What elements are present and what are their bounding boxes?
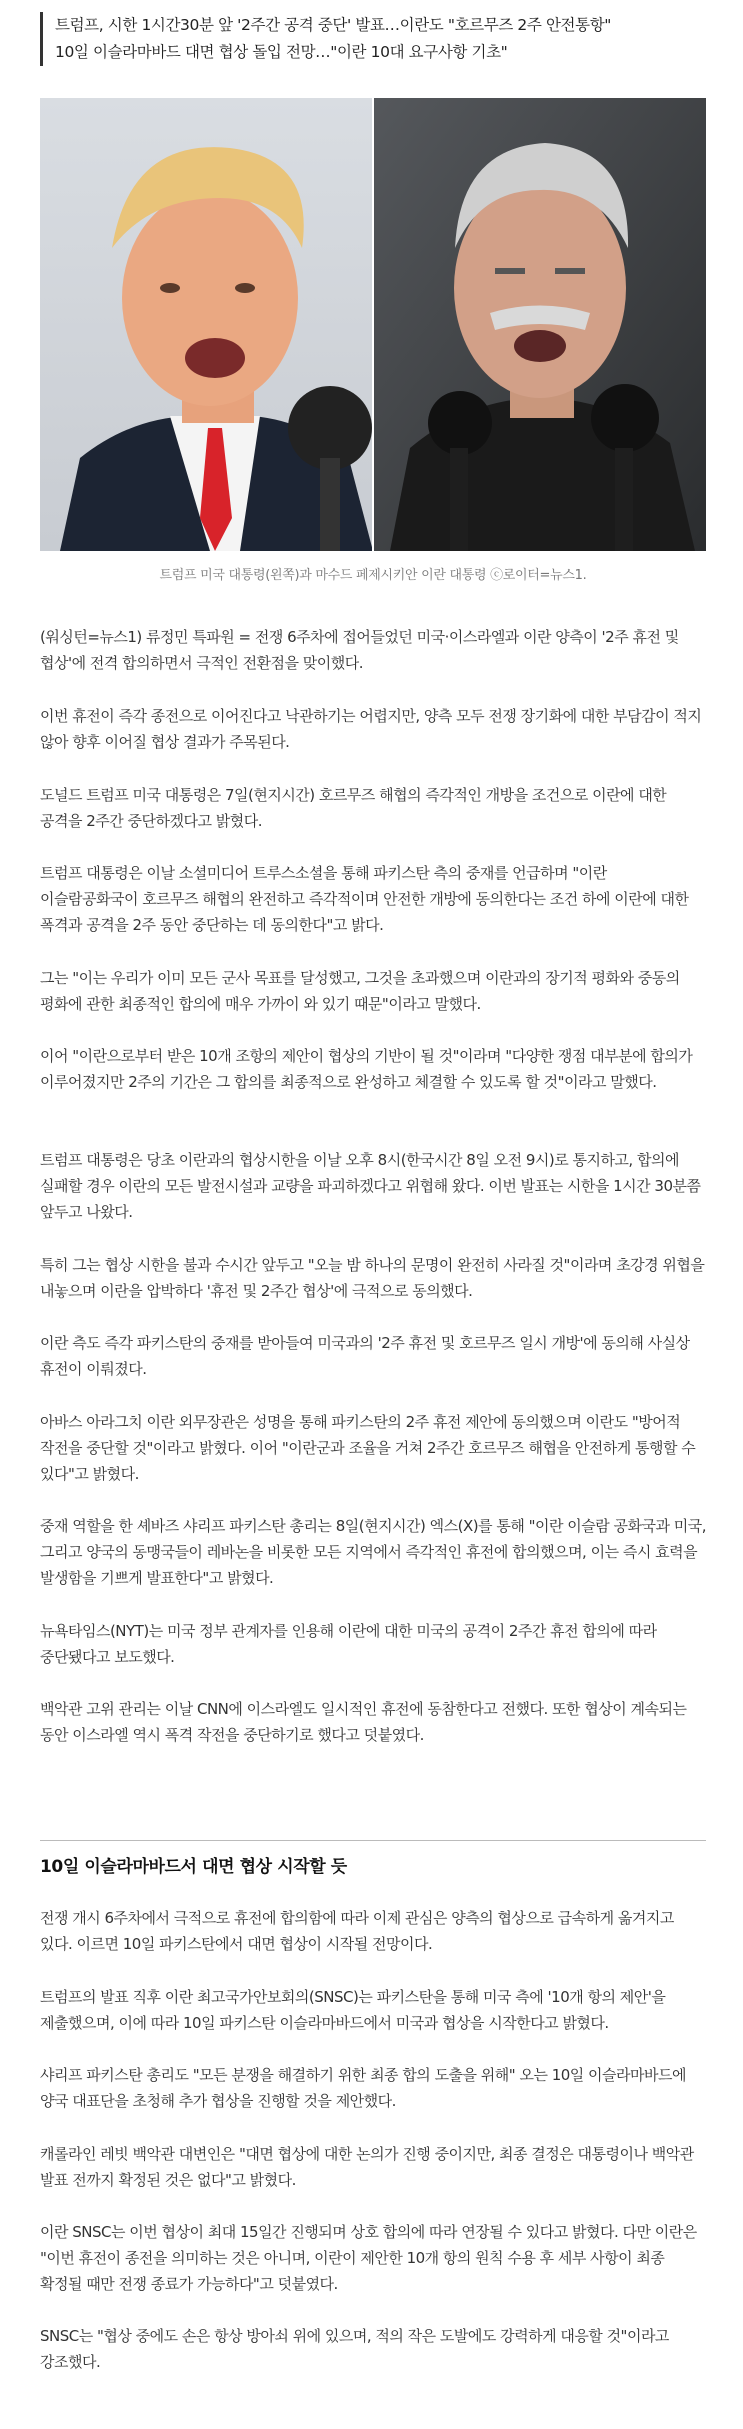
section-title: 10일 이슬라마바드서 대면 협상 시작할 듯 [40, 1857, 347, 1877]
paragraph: 트럼프 대통령은 당초 이란과의 협상시한을 이날 오후 8시(한국시간 8일 오전 9시)로 통지하고, 합의에 실패할 경우 이란의 모든 발전시설과 교량을 파괴하겠다고 위협해 왔다. 이번 발표는 시한을 1시간 30분쯤 앞두고 나왔다. [40, 1151, 701, 1221]
paragraph: 중재 역할을 한 셰바즈 샤리프 파키스탄 총리는 8일(현지시간) 엑스(X)를 통해 "이란 이슬람 공화국과 미국, 그리고 양국의 동맹국들이 레바논을 비롯한 모든 지역에서 즉각적인 휴전에 합의했으며, 이는 즉시 효력을 발생함을 기쁘게 발표한다"고 밝혔다. [40, 1517, 706, 1587]
paragraph: 캐롤라인 레빗 백악관 대변인은 "대면 협상에 대한 논의가 진행 중이지만, 최종 결정은 대통령이나 백악관 발표 전까지 확정된 것은 없다"고 밝혔다. [40, 2145, 694, 2189]
paragraph: 도널드 트럼프 미국 대통령은 7일(현지시간) 호르무즈 해협의 즉각적인 개방을 조건으로 이란에 대한 공격을 2주간 중단하겠다고 밝혔다. [40, 786, 667, 830]
article-subhead [40, 12, 715, 66]
article-photo [40, 98, 706, 551]
paragraph: (워싱턴=뉴스1) 류정민 특파원 = 전쟁 6주차에 접어들었던 미국·이스라엘과 이란 양측이 '2주 휴전 및 협상'에 전격 합의하면서 극적인 전환점을 맞이했다. [40, 628, 679, 672]
paragraph: 이번 휴전이 즉각 종전으로 이어진다고 낙관하기는 어렵지만, 양측 모두 전쟁 장기화에 대한 부담감이 적지 않아 향후 이어질 협상 결과가 주목된다. [40, 707, 702, 751]
subhead-line: 10일 이슬라마바드 대면 협상 돌입 전망…"이란 10대 요구사항 기초" [55, 43, 508, 61]
paragraph: SNSC는 "협상 중에도 손은 항상 방아쇠 위에 있으며, 적의 작은 도발에도 강력하게 대응할 것"이라고 강조했다. [40, 2327, 669, 2371]
paragraph: 특히 그는 협상 시한을 불과 수시간 앞두고 "오늘 밤 하나의 문명이 완전히 사라질 것"이라며 초강경 위협을 내놓으며 이란을 압박하다 '휴전 및 2주간 협상'에 극적으로 동의했다. [40, 1256, 705, 1300]
paragraph: 트럼프의 발표 직후 이란 최고국가안보회의(SNSC)는 파키스탄을 통해 미국 측에 '10개 항의 제안'을 제출했으며, 이에 따라 10일 파키스탄 이슬라마바드에서 미국과 협상을 시작한다고 밝혔다. [40, 1988, 666, 2032]
section-divider [40, 1840, 706, 1841]
paragraph: 이란 측도 즉각 파키스탄의 중재를 받아들여 미국과의 '2주 휴전 및 호르무즈 일시 개방'에 동의해 사실상 휴전이 이뤄졌다. [40, 1334, 690, 1378]
paragraph: 백악관 고위 관리는 이날 CNN에 이스라엘도 일시적인 휴전에 동참한다고 전했다. 또한 협상이 계속되는 동안 이스라엘 역시 폭격 작전을 중단하기로 했다고 덧붙였다. [40, 1700, 687, 1744]
paragraph: 이어 "이란으로부터 받은 10개 조항의 제안이 협상의 기반이 될 것"이라며 "다양한 쟁점 대부분에 합의가 이루어졌지만 2주의 기간은 그 합의를 최종적으로 완성하고 체결할 수 있도록 할 것"이라고 말했다. [40, 1047, 693, 1091]
paragraph: 전쟁 개시 6주차에서 극적으로 휴전에 합의함에 따라 이제 관심은 양측의 협상으로 급속하게 옮겨지고 있다. 이르면 10일 파키스탄에서 대면 협상이 시작될 전망이다. [40, 1909, 674, 1953]
paragraph: 샤리프 파키스탄 총리도 "모든 분쟁을 해결하기 위한 최종 합의 도출을 위해" 오는 10일 이슬라마바드에 양국 대표단을 초청해 추가 협상을 진행할 것을 제안했다. [40, 2066, 686, 2110]
paragraph: 이란 SNSC는 이번 협상이 최대 15일간 진행되며 상호 합의에 따라 연장될 수 있다고 밝혔다. 다만 이란은 "이번 휴전이 종전을 의미하는 것은 아니며, 이란이 제안한 10개 항의 원칙 수용 후 세부 사항이 최종 확정될 때만 전쟁 종료가 가능하다"고 덧붙였다. [40, 2223, 697, 2293]
photo-caption: 트럼프 미국 대통령(왼쪽)과 마수드 페제시키안 이란 대통령 ⓒ로이터=뉴스1. [159, 568, 587, 583]
paragraph: 그는 "이는 우리가 이미 모든 군사 목표를 달성했고, 그것을 초과했으며 이란과의 장기적 평화와 중동의 평화에 관한 최종적인 합의에 매우 가까이 와 있기 때문"이라고 말했다. [40, 969, 680, 1013]
paragraph: 트럼프 대통령은 이날 소셜미디어 트루스소셜을 통해 파키스탄 측의 중재를 언급하며 "이란 이슬람공화국이 호르무즈 해협의 완전하고 즉각적이며 안전한 개방에 동의한다는 조건 하에 이란에 대한 폭격과 공격을 2주 동안 중단하는 데 동의한다"고 밝다. [40, 864, 689, 934]
paragraph: 아바스 아라그치 이란 외무장관은 성명을 통해 파키스탄의 2주 휴전 제안에 동의했으며 이란도 "방어적 작전을 중단할 것"이라고 밝혔다. 이어 "이란군과 조율을 거쳐 2주간 호르무즈 해협을 안전하게 통행할 수 있다"고 밝혔다. [40, 1413, 696, 1483]
subhead-line: 트럼프, 시한 1시간30분 앞 '2주간 공격 중단' 발표…이란도 "호르무즈 2주 안전통항" [55, 16, 612, 34]
paragraph: 뉴욕타임스(NYT)는 미국 정부 관계자를 인용해 이란에 대한 미국의 공격이 2주간 휴전 합의에 따라 중단됐다고 보도했다. [40, 1622, 657, 1666]
leaders-photo-illustration [40, 98, 706, 551]
